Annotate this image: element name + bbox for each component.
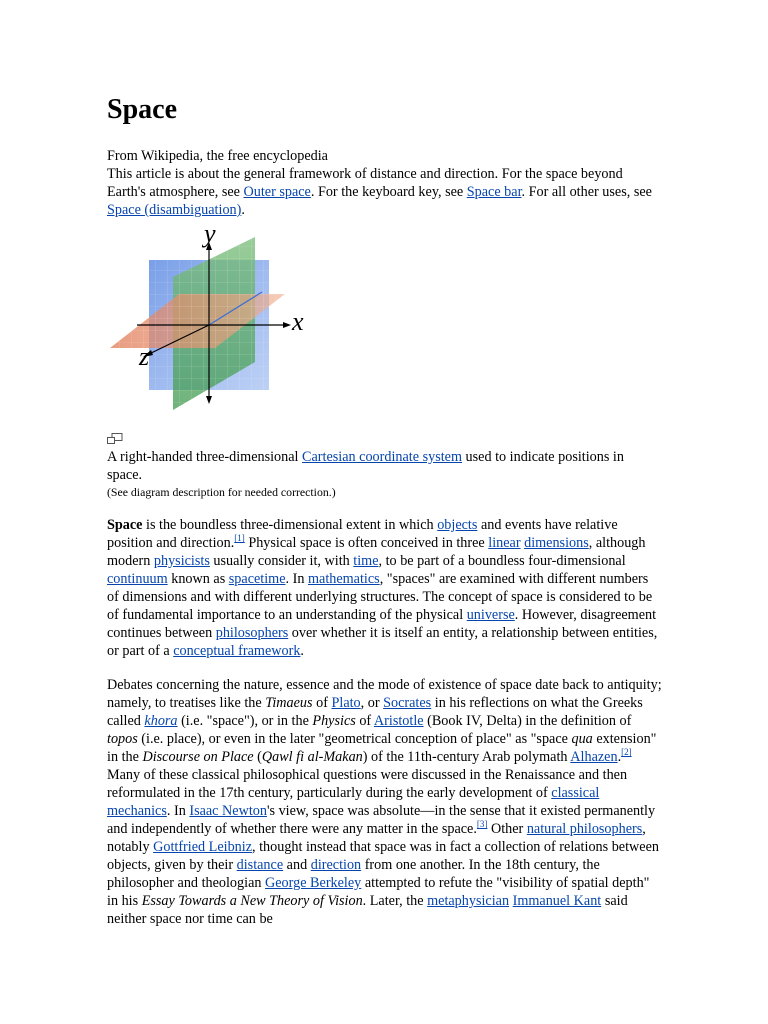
text-run: of bbox=[312, 695, 332, 711]
text-run: and events have relative position and direction. bbox=[107, 517, 618, 551]
hatnote-text: . For all other uses, see bbox=[521, 184, 652, 200]
text-run: , "spaces" are examined with different numbers of dimensions and with different underlying structures. The concept of space is considered to be of fundamental importance to an understanding of the physical bbox=[107, 571, 653, 623]
link-spacetime[interactable]: spacetime bbox=[228, 571, 286, 587]
text-run: of bbox=[355, 713, 374, 729]
italic-term: Qawl fi al-Makan bbox=[261, 749, 363, 765]
text-run: usually consider it, with bbox=[209, 553, 354, 569]
link-isaac-newton[interactable]: Isaac Newton bbox=[189, 803, 267, 819]
text-run: . Later, the bbox=[362, 893, 428, 909]
link-cartesian-coordinate-system[interactable]: Cartesian coordinate system bbox=[302, 449, 462, 465]
text-run: over whether it is itself an entity, a relationship between entities, or part of a bbox=[107, 625, 658, 659]
reference-1[interactable]: [1] bbox=[234, 533, 245, 543]
text-run: is the boundless three-dimensional extent in which bbox=[142, 517, 438, 533]
text-run: ) of the 11th-century Arab polymath bbox=[362, 749, 571, 765]
text-run: 's view, space was absolute—in the sense that it existed permanently and independently of whether there were any matter in the space. bbox=[107, 803, 656, 837]
text-run: , thought instead that space was in fact a collection of relations between objects, given by their bbox=[107, 839, 659, 873]
text-run: . In bbox=[166, 803, 190, 819]
text-run: . In bbox=[285, 571, 308, 587]
text-run: , although modern bbox=[107, 535, 646, 569]
italic-term: Discourse on Place bbox=[142, 749, 254, 765]
link-outer-space[interactable]: Outer space bbox=[243, 184, 311, 200]
text-run: , notably bbox=[107, 821, 646, 855]
text-run: known as bbox=[167, 571, 229, 587]
text-run: from one another. In the 18th century, the philosopher and theologian bbox=[107, 857, 600, 891]
link-plato[interactable]: Plato bbox=[331, 695, 361, 711]
paragraph-1-text bbox=[107, 516, 662, 660]
italic-term: Timaeus bbox=[265, 695, 313, 711]
caption-segment: used to indicate positions in space. bbox=[107, 449, 624, 483]
link-linear[interactable]: linear bbox=[488, 535, 521, 551]
hatnote-text: . For the keyboard key, see bbox=[310, 184, 467, 200]
reference-3[interactable]: [3] bbox=[476, 819, 488, 829]
reference-2[interactable]: [2] bbox=[621, 747, 632, 757]
link-direction[interactable]: direction bbox=[310, 857, 362, 873]
figure-caption bbox=[107, 448, 662, 501]
hatnote bbox=[107, 165, 662, 219]
link-natural-philosophers[interactable]: natural philosophers bbox=[526, 821, 643, 837]
tagline: From Wikipedia, the free encyclopedia bbox=[107, 148, 328, 164]
link-time[interactable]: time bbox=[353, 553, 379, 569]
italic-term: Physics bbox=[312, 713, 356, 729]
text-run: (Book IV, Delta) in the definition of bbox=[423, 713, 632, 729]
italic-term: khora bbox=[144, 713, 178, 729]
link-george-berkeley[interactable]: George Berkeley bbox=[265, 875, 362, 891]
caption-segment: A right-handed three-dimensional bbox=[107, 449, 303, 465]
italic-term: qua bbox=[571, 731, 593, 747]
link-metaphysician[interactable]: metaphysician bbox=[427, 893, 510, 909]
italic-term: Essay Towards a New Theory of Vision bbox=[141, 893, 363, 909]
article-lead bbox=[107, 147, 662, 219]
text-run: . However, disagreement continues between bbox=[107, 607, 657, 641]
text-run: (i.e. "space"), or in the bbox=[177, 713, 313, 729]
text-run: in his reflections on what the Greeks called bbox=[107, 695, 643, 729]
link-space-disambiguation[interactable]: Space (disambiguation) bbox=[107, 202, 242, 218]
bold-term: Space bbox=[107, 517, 143, 533]
text-run: Physical space is often conceived in three bbox=[244, 535, 489, 551]
caption-note: (See diagram description for needed correction.) bbox=[107, 485, 336, 499]
cartesian-coordinate-figure[interactable] bbox=[107, 222, 322, 412]
axis-label-x: x bbox=[292, 307, 304, 336]
text-run: (i.e. place), or even in the later "geometrical conception of place" as "space bbox=[137, 731, 572, 747]
caption-text bbox=[107, 448, 662, 484]
page-title: Space bbox=[107, 94, 177, 125]
text-run: attempted to refute the "visibility of spatial depth" in his bbox=[107, 875, 650, 909]
paragraph-2-text bbox=[107, 676, 662, 928]
paragraph-2 bbox=[107, 676, 662, 928]
link-physicists[interactable]: physicists bbox=[153, 553, 210, 569]
link-distance[interactable]: distance bbox=[236, 857, 284, 873]
text-run: ( bbox=[253, 749, 262, 765]
link-gottfried-leibniz[interactable]: Gottfried Leibniz bbox=[153, 839, 252, 855]
link-continuum[interactable]: continuum bbox=[107, 571, 168, 587]
link-conceptual-framework[interactable]: conceptual framework bbox=[173, 643, 301, 659]
link-space-bar[interactable]: Space bar bbox=[466, 184, 522, 200]
link-objects[interactable]: objects bbox=[437, 517, 478, 533]
link-khora[interactable] bbox=[144, 713, 177, 729]
hatnote-text: . bbox=[241, 202, 245, 218]
italic-term: topos bbox=[107, 731, 138, 747]
text-run: said neither space nor time can be bbox=[107, 893, 628, 927]
text-run: extension" in the bbox=[107, 731, 657, 765]
text-run: and bbox=[283, 857, 311, 873]
link-alhazen[interactable]: Alhazen bbox=[570, 749, 618, 765]
text-run: , or bbox=[360, 695, 384, 711]
hatnote-text: This article is about the general framework of distance and direction. For the space beyond Earth's atmosphere, see bbox=[107, 166, 623, 200]
text-run: , to be part of a boundless four-dimensional bbox=[378, 553, 626, 569]
axis-label-y: y bbox=[204, 222, 216, 248]
link-socrates[interactable]: Socrates bbox=[383, 695, 432, 711]
link-classical-mechanics[interactable]: classical mechanics bbox=[107, 785, 600, 819]
text-run: Other bbox=[487, 821, 527, 837]
paragraph-1 bbox=[107, 516, 662, 660]
link-mathematics[interactable]: mathematics bbox=[307, 571, 380, 587]
axis-label-z: z bbox=[139, 342, 150, 371]
link-aristotle[interactable]: Aristotle bbox=[373, 713, 424, 729]
link-philosophers[interactable]: philosophers bbox=[215, 625, 289, 641]
text-run: . bbox=[617, 749, 622, 765]
link-universe[interactable]: universe bbox=[466, 607, 515, 623]
text-run: . bbox=[300, 643, 304, 659]
link-dimensions[interactable]: dimensions bbox=[524, 535, 589, 551]
text-run: Debates concerning the nature, essence and the mode of existence of space date back to antiquity; namely, to treatises like the bbox=[107, 677, 662, 711]
enlarge-icon[interactable] bbox=[107, 433, 123, 445]
text-run: Many of these classical philosophical questions were discussed in the Renaissance and then reformulated in the 17th century, particularly during the early development of bbox=[107, 767, 628, 801]
link-immanuel-kant[interactable]: Immanuel Kant bbox=[512, 893, 602, 909]
